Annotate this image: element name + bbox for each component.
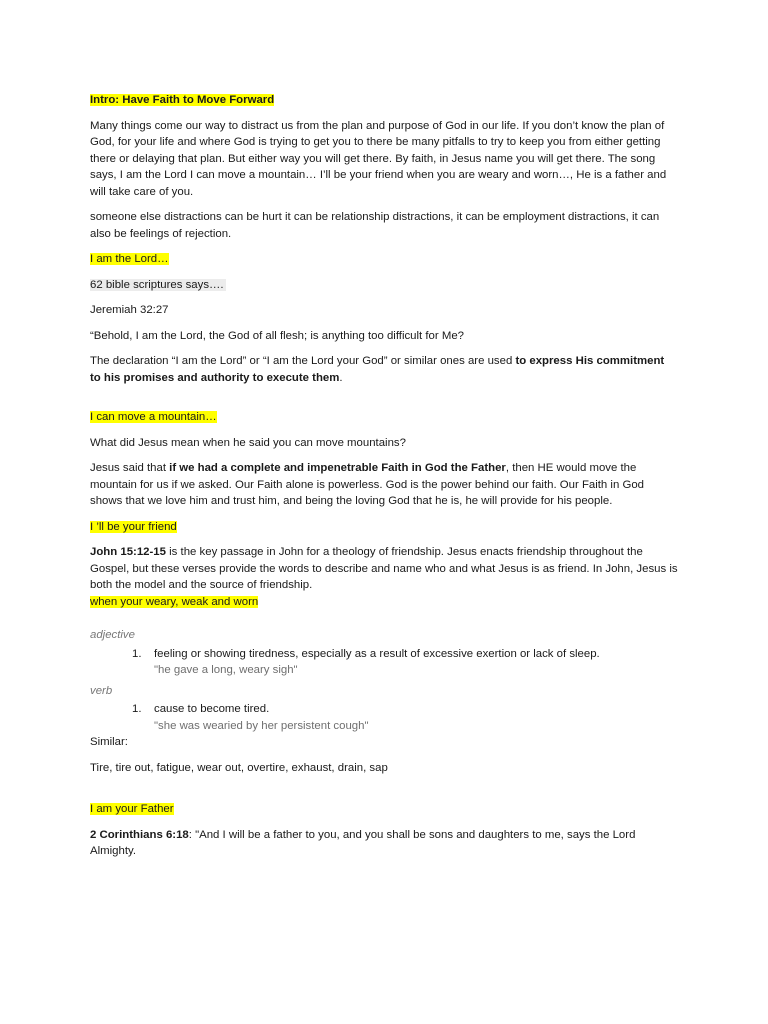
verb-example: "she was wearied by her persistent cough" (154, 719, 369, 732)
lord-heading-text: I am the Lord… (90, 253, 169, 265)
verb-number: 1. (132, 703, 142, 715)
scriptures-note (90, 277, 678, 294)
mountain-heading (90, 409, 678, 426)
spacer (90, 785, 678, 801)
adjective-definition (132, 646, 678, 679)
similar-words: Tire, tire out, fatigue, wear out, overtire, exhaust, drain, sap (90, 761, 388, 774)
verb-label: verb (90, 684, 113, 697)
mountain-answer-pre: Jesus said that (90, 462, 170, 474)
father-text: : "And I will be a father to you, and you shall be sons and daughters to me, says the Lord Almighty. (90, 828, 636, 857)
scriptures-note-text: 62 bible scriptures says…. (90, 278, 224, 291)
weary-heading (90, 594, 678, 611)
father-heading (90, 801, 678, 818)
mountain-heading-text: I can move a mountain… (90, 411, 217, 423)
mountain-answer-post: , then HE would move the mountain for us if we asked. Our Faith alone is powerless. God is the power behind our faith. Our Faith in God shows that we love him and trust him, and being the loving God that he is, he will provide for his people. (90, 462, 644, 507)
friend-text: is the key passage in John for a theology of friendship. Jesus enacts friendship throughout the Gospel, but these verses provide the words to describe and name who and what Jesus is as friend. In John, Jesus is both the model and the source of friendship. (90, 546, 678, 591)
mountain-answer (90, 460, 678, 510)
adjective-number: 1. (132, 647, 142, 660)
mountain-question: What did Jesus mean when he said you can move mountains? (90, 436, 406, 449)
intro-heading (90, 92, 678, 109)
declaration-bold: to express His commitment to his promises and authority to execute them (90, 355, 665, 384)
mountain-answer-bold: if we had a complete and impenetrable Faith in God the Father (169, 462, 506, 474)
friend-heading (90, 519, 678, 536)
adjective-label: adjective (90, 629, 135, 641)
intro-heading-text: Intro: Have Faith to Move Forward (90, 94, 275, 106)
declaration-post: . (339, 371, 343, 384)
intro-paragraph-1: Many things come our way to distract us from the plan and purpose of God in our life. If you don’t know the plan of God, for your life and where God is trying to get you to there be many pitfalls to try to keep you from either getting there or delaying that plan. But either way you will get there. By faith, in Jesus name you will get there. The song says, I am the Lord I can move a mountain… I’ll be your friend when you are weary and worn…, He is a father and will take care of you. (90, 119, 667, 198)
similar-label: Similar: (90, 736, 128, 748)
spacer (90, 395, 678, 409)
adjective-example: "he gave a long, weary sigh" (154, 664, 298, 676)
friend-heading-text: I ’ll be your friend (90, 520, 177, 533)
adjective-definition-text: feeling or showing tiredness, especially as a result of excessive exertion or lack of sleep. (154, 647, 600, 660)
verb-definition (132, 701, 678, 734)
verb-definition-text: cause to become tired. (154, 703, 270, 715)
adjective-definition-list (90, 646, 678, 679)
declaration-pre: The declaration “I am the Lord” or “I am the Lord your God” or similar ones are used (90, 355, 516, 367)
father-paragraph (90, 827, 678, 860)
jeremiah-quote: “Behold, I am the Lord, the God of all flesh; is anything too difficult for Me? (90, 329, 464, 342)
intro-paragraph-2: someone else distractions can be hurt it can be relationship distractions, it can be employment distractions, it can also be feelings of rejection. (90, 211, 660, 240)
verb-definition-list (90, 701, 678, 734)
friend-ref: John 15:12-15 (90, 546, 166, 558)
lord-heading (90, 251, 678, 268)
declaration-paragraph (90, 353, 678, 386)
jeremiah-reference: Jeremiah 32:27 (90, 304, 169, 316)
weary-heading-text: when your weary, weak and worn (90, 595, 259, 608)
father-heading-text: I am your Father (90, 803, 174, 815)
father-ref: 2 Corinthians 6:18 (90, 828, 189, 841)
spacer (90, 619, 678, 627)
friend-paragraph (90, 544, 678, 594)
